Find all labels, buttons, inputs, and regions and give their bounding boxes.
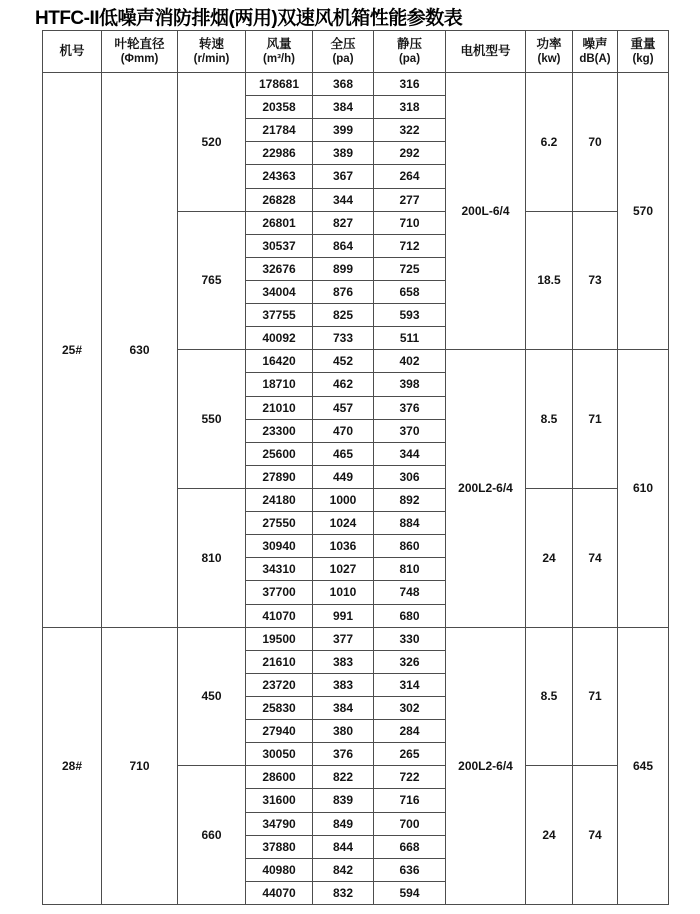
cell-static-pressure: 376 <box>374 396 446 419</box>
table-row <box>43 627 669 650</box>
cell-power: 8.5 <box>526 627 573 766</box>
cell-total-pressure: 376 <box>313 743 374 766</box>
cell-airflow: 37755 <box>246 304 313 327</box>
cell-total-pressure: 368 <box>313 73 374 96</box>
cell-airflow: 34004 <box>246 280 313 303</box>
cell-airflow: 21010 <box>246 396 313 419</box>
cell-static-pressure: 658 <box>374 280 446 303</box>
header-unit: (pa) <box>398 53 421 66</box>
header-unit: (pa) <box>332 53 354 66</box>
cell-total-pressure: 470 <box>313 419 374 442</box>
header-unit: (m³/h) <box>263 53 295 66</box>
cell-power: 8.5 <box>526 350 573 489</box>
header-unit: (kg) <box>632 53 654 66</box>
header-label: 电机型号 <box>460 43 511 58</box>
header-label: 全压 <box>330 36 356 51</box>
cell-static-pressure: 725 <box>374 257 446 280</box>
cell-airflow: 34310 <box>246 558 313 581</box>
cell-airflow: 30050 <box>246 743 313 766</box>
cell-total-pressure: 389 <box>313 142 374 165</box>
cell-airflow: 40092 <box>246 327 313 350</box>
cell-weight: 645 <box>618 627 669 904</box>
header-label: 功率 <box>536 36 562 51</box>
cell-static-pressure: 593 <box>374 304 446 327</box>
header-label: 叶轮直径 <box>114 36 165 51</box>
cell-airflow: 37700 <box>246 581 313 604</box>
col-header-power <box>526 31 573 73</box>
col-header-motor-model <box>446 31 526 73</box>
cell-motor-model: 200L-6/4 <box>446 73 526 350</box>
cell-impeller-diameter: 710 <box>102 627 178 904</box>
cell-airflow: 30537 <box>246 234 313 257</box>
performance-table <box>42 30 669 905</box>
cell-static-pressure: 264 <box>374 165 446 188</box>
cell-noise: 74 <box>573 488 618 627</box>
cell-static-pressure: 810 <box>374 558 446 581</box>
cell-airflow: 27890 <box>246 465 313 488</box>
cell-total-pressure: 344 <box>313 188 374 211</box>
cell-airflow: 21784 <box>246 119 313 142</box>
cell-airflow: 25600 <box>246 442 313 465</box>
cell-static-pressure: 322 <box>374 119 446 142</box>
header-label: 风量 <box>266 36 292 51</box>
header-unit: dB(A) <box>579 53 611 66</box>
cell-total-pressure: 827 <box>313 211 374 234</box>
header-label: 重量 <box>630 36 656 51</box>
cell-static-pressure: 594 <box>374 881 446 904</box>
cell-airflow: 34790 <box>246 812 313 835</box>
cell-speed: 660 <box>178 766 246 905</box>
cell-airflow: 27550 <box>246 512 313 535</box>
col-header-impeller-diameter <box>102 31 178 73</box>
cell-total-pressure: 457 <box>313 396 374 419</box>
cell-static-pressure: 316 <box>374 73 446 96</box>
cell-airflow: 18710 <box>246 373 313 396</box>
cell-static-pressure: 860 <box>374 535 446 558</box>
header-label: 静压 <box>396 36 422 51</box>
cell-noise: 73 <box>573 211 618 350</box>
table-header-row <box>43 31 669 73</box>
cell-airflow: 16420 <box>246 350 313 373</box>
cell-static-pressure: 716 <box>374 789 446 812</box>
table-body <box>43 73 669 905</box>
cell-total-pressure: 377 <box>313 627 374 650</box>
cell-power: 18.5 <box>526 211 573 350</box>
cell-static-pressure: 722 <box>374 766 446 789</box>
cell-total-pressure: 839 <box>313 789 374 812</box>
cell-noise: 71 <box>573 350 618 489</box>
cell-weight: 610 <box>618 350 669 627</box>
cell-total-pressure: 1027 <box>313 558 374 581</box>
cell-total-pressure: 449 <box>313 465 374 488</box>
cell-airflow: 44070 <box>246 881 313 904</box>
cell-total-pressure: 452 <box>313 350 374 373</box>
cell-airflow: 22986 <box>246 142 313 165</box>
cell-total-pressure: 462 <box>313 373 374 396</box>
cell-total-pressure: 380 <box>313 720 374 743</box>
cell-total-pressure: 864 <box>313 234 374 257</box>
cell-static-pressure: 302 <box>374 696 446 719</box>
cell-static-pressure: 314 <box>374 673 446 696</box>
header-unit: (Φmm) <box>120 53 159 66</box>
cell-total-pressure: 844 <box>313 835 374 858</box>
col-header-total-pressure <box>313 31 374 73</box>
cell-static-pressure: 398 <box>374 373 446 396</box>
cell-airflow: 26828 <box>246 188 313 211</box>
cell-static-pressure: 710 <box>374 211 446 234</box>
col-header-machine-no <box>43 31 102 73</box>
cell-airflow: 41070 <box>246 604 313 627</box>
cell-power: 24 <box>526 766 573 905</box>
table-row <box>43 73 669 96</box>
cell-total-pressure: 384 <box>313 696 374 719</box>
cell-speed: 765 <box>178 211 246 350</box>
cell-total-pressure: 383 <box>313 673 374 696</box>
cell-airflow: 20358 <box>246 96 313 119</box>
col-header-weight <box>618 31 669 73</box>
header-label: 噪声 <box>582 36 608 51</box>
cell-noise: 74 <box>573 766 618 905</box>
cell-impeller-diameter: 630 <box>102 73 178 628</box>
cell-static-pressure: 265 <box>374 743 446 766</box>
cell-airflow: 28600 <box>246 766 313 789</box>
col-header-static-pressure <box>374 31 446 73</box>
cell-airflow: 32676 <box>246 257 313 280</box>
cell-total-pressure: 876 <box>313 280 374 303</box>
cell-weight: 570 <box>618 73 669 350</box>
cell-total-pressure: 1000 <box>313 488 374 511</box>
cell-airflow: 30940 <box>246 535 313 558</box>
cell-total-pressure: 991 <box>313 604 374 627</box>
cell-noise: 71 <box>573 627 618 766</box>
cell-motor-model: 200L2-6/4 <box>446 627 526 904</box>
cell-airflow: 27940 <box>246 720 313 743</box>
cell-total-pressure: 383 <box>313 650 374 673</box>
cell-airflow: 24180 <box>246 488 313 511</box>
cell-total-pressure: 825 <box>313 304 374 327</box>
col-header-airflow <box>246 31 313 73</box>
col-header-noise <box>573 31 618 73</box>
cell-speed: 450 <box>178 627 246 766</box>
cell-static-pressure: 748 <box>374 581 446 604</box>
cell-total-pressure: 399 <box>313 119 374 142</box>
cell-airflow: 25830 <box>246 696 313 719</box>
cell-power: 24 <box>526 488 573 627</box>
cell-airflow: 40980 <box>246 858 313 881</box>
cell-total-pressure: 899 <box>313 257 374 280</box>
cell-total-pressure: 1010 <box>313 581 374 604</box>
cell-static-pressure: 511 <box>374 327 446 350</box>
cell-speed: 550 <box>178 350 246 489</box>
header-unit: (kw) <box>537 53 561 66</box>
page-title: HTFC-II低噪声消防排烟(两用)双速风机箱性能参数表 <box>35 8 463 29</box>
cell-total-pressure: 1036 <box>313 535 374 558</box>
header-label: 机号 <box>59 43 85 58</box>
header-unit: (r/min) <box>193 53 230 66</box>
cell-static-pressure: 306 <box>374 465 446 488</box>
cell-static-pressure: 330 <box>374 627 446 650</box>
col-header-speed <box>178 31 246 73</box>
cell-total-pressure: 842 <box>313 858 374 881</box>
cell-airflow: 21610 <box>246 650 313 673</box>
cell-static-pressure: 292 <box>374 142 446 165</box>
cell-airflow: 19500 <box>246 627 313 650</box>
cell-airflow: 23300 <box>246 419 313 442</box>
cell-static-pressure: 884 <box>374 512 446 535</box>
cell-total-pressure: 849 <box>313 812 374 835</box>
cell-machine-no: 28# <box>43 627 102 904</box>
cell-total-pressure: 822 <box>313 766 374 789</box>
cell-static-pressure: 277 <box>374 188 446 211</box>
cell-static-pressure: 284 <box>374 720 446 743</box>
cell-static-pressure: 402 <box>374 350 446 373</box>
cell-static-pressure: 668 <box>374 835 446 858</box>
cell-power: 6.2 <box>526 73 573 212</box>
cell-static-pressure: 326 <box>374 650 446 673</box>
cell-static-pressure: 700 <box>374 812 446 835</box>
cell-airflow: 26801 <box>246 211 313 234</box>
cell-airflow: 31600 <box>246 789 313 812</box>
cell-airflow: 178681 <box>246 73 313 96</box>
cell-airflow: 37880 <box>246 835 313 858</box>
cell-total-pressure: 465 <box>313 442 374 465</box>
cell-static-pressure: 712 <box>374 234 446 257</box>
cell-static-pressure: 892 <box>374 488 446 511</box>
cell-static-pressure: 370 <box>374 419 446 442</box>
cell-total-pressure: 367 <box>313 165 374 188</box>
cell-total-pressure: 733 <box>313 327 374 350</box>
cell-static-pressure: 318 <box>374 96 446 119</box>
cell-speed: 810 <box>178 488 246 627</box>
header-label: 转速 <box>198 36 224 51</box>
cell-total-pressure: 1024 <box>313 512 374 535</box>
cell-total-pressure: 384 <box>313 96 374 119</box>
cell-total-pressure: 832 <box>313 881 374 904</box>
cell-airflow: 23720 <box>246 673 313 696</box>
cell-static-pressure: 344 <box>374 442 446 465</box>
cell-speed: 520 <box>178 73 246 212</box>
cell-machine-no: 25# <box>43 73 102 628</box>
cell-static-pressure: 636 <box>374 858 446 881</box>
cell-static-pressure: 680 <box>374 604 446 627</box>
cell-noise: 70 <box>573 73 618 212</box>
cell-airflow: 24363 <box>246 165 313 188</box>
cell-motor-model: 200L2-6/4 <box>446 350 526 627</box>
